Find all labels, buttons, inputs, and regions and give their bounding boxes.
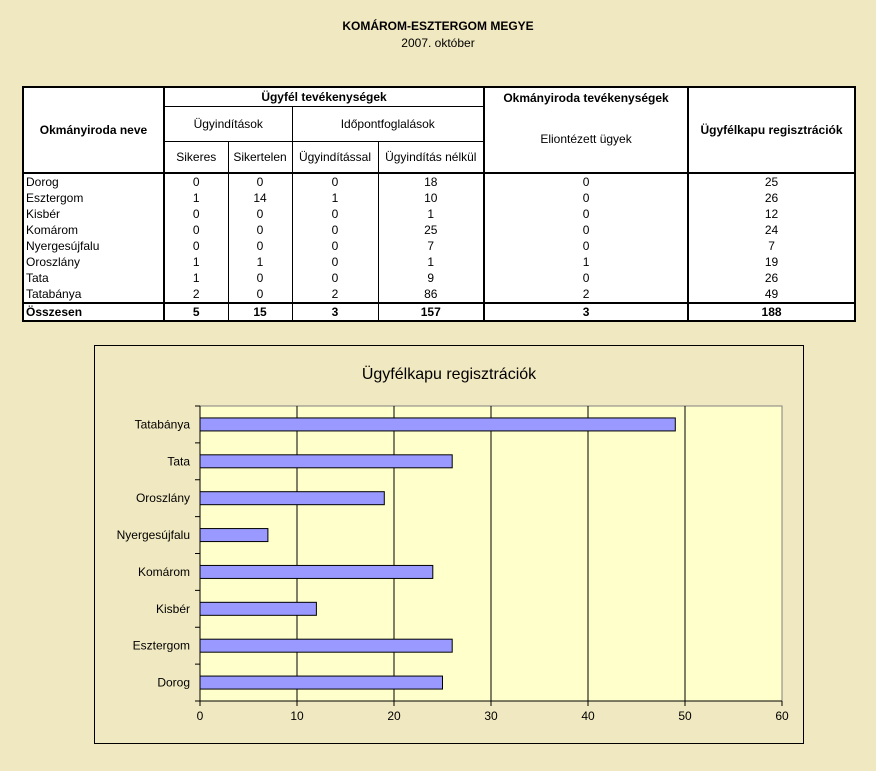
cell-success: 1 <box>164 254 228 270</box>
office-name-cell: Tatabánya <box>23 286 164 303</box>
cell-gateway: 25 <box>688 173 855 190</box>
cell-handled: 0 <box>484 270 688 286</box>
y-tick-label: Tata <box>167 454 190 469</box>
chart-title: Ügyfélkapu regisztrációk <box>361 366 537 383</box>
report-subtitle: 2007. október <box>401 36 475 50</box>
statistics-table <box>22 86 856 322</box>
report-title: KOMÁROM-ESZTERGOM MEGYE <box>342 19 534 33</box>
header-appointments: Időpontfoglalások <box>292 106 484 142</box>
cell-without-case: 25 <box>378 222 484 238</box>
cell-handled: 0 <box>484 190 688 206</box>
header-successful: Sikeres <box>164 142 228 174</box>
y-tick-label: Dorog <box>157 675 190 690</box>
x-tick-label: 60 <box>775 709 789 723</box>
cell-handled: 2 <box>484 286 688 303</box>
header-without-case-start: Ügyindítás nélkül <box>378 142 484 174</box>
x-tick-label: 0 <box>196 709 204 723</box>
total-row <box>23 303 855 321</box>
table-row <box>23 286 855 303</box>
cell-gateway: 7 <box>688 238 855 254</box>
y-tick-label: Oroszlány <box>135 491 190 506</box>
bar <box>200 602 316 615</box>
cell-with-case: 0 <box>292 173 378 190</box>
bar <box>200 492 384 505</box>
bar <box>200 565 433 578</box>
cell-without-case: 10 <box>378 190 484 206</box>
x-tick-label: 40 <box>581 709 595 723</box>
cell-with-case: 0 <box>292 222 378 238</box>
header-client-activities: Ügyfél tevékenységek <box>164 87 484 106</box>
cell-with-case: 3 <box>292 303 378 321</box>
x-tick-label: 10 <box>290 709 304 723</box>
cell-gateway: 24 <box>688 222 855 238</box>
x-tick-label: 50 <box>678 709 692 723</box>
cell-handled: 1 <box>484 254 688 270</box>
office-name-cell: Tata <box>23 270 164 286</box>
header-unsuccessful: Sikertelen <box>228 142 292 174</box>
bar <box>200 529 268 542</box>
cell-success: 0 <box>164 173 228 190</box>
table-row <box>23 270 855 286</box>
cell-with-case: 1 <box>292 190 378 206</box>
cell-handled: 0 <box>484 206 688 222</box>
cell-without-case: 86 <box>378 286 484 303</box>
cell-with-case: 0 <box>292 206 378 222</box>
gateway-registrations-chart <box>95 346 803 743</box>
table-row <box>23 190 855 206</box>
y-tick-label: Komárom <box>137 564 190 579</box>
header-case-starts: Ügyindítások <box>164 106 292 142</box>
cell-success: 1 <box>164 190 228 206</box>
table-row <box>23 238 855 254</box>
y-tick-label: Nyergesújfalu <box>116 528 190 543</box>
cell-fail: 0 <box>228 238 292 254</box>
chart-panel <box>94 345 804 744</box>
office-name-cell: Dorog <box>23 173 164 190</box>
cell-without-case: 18 <box>378 173 484 190</box>
cell-without-case: 157 <box>378 303 484 321</box>
cell-with-case: 0 <box>292 254 378 270</box>
y-tick-label: Kisbér <box>155 601 190 616</box>
bar <box>200 639 452 652</box>
cell-with-case: 0 <box>292 238 378 254</box>
cell-gateway: 26 <box>688 270 855 286</box>
cell-success: 0 <box>164 238 228 254</box>
cell-gateway: 49 <box>688 286 855 303</box>
cell-success: 0 <box>164 222 228 238</box>
cell-fail: 0 <box>228 286 292 303</box>
cell-fail: 15 <box>228 303 292 321</box>
bar <box>200 676 443 689</box>
office-name-cell: Esztergom <box>23 190 164 206</box>
header-handled-cases: Eliontézett ügyek <box>484 106 688 173</box>
cell-fail: 0 <box>228 173 292 190</box>
table-row <box>23 254 855 270</box>
y-tick-label: Esztergom <box>132 638 190 653</box>
cell-fail: 14 <box>228 190 292 206</box>
table-row <box>23 173 855 190</box>
cell-fail: 0 <box>228 222 292 238</box>
office-name-cell: Komárom <box>23 222 164 238</box>
cell-fail: 0 <box>228 270 292 286</box>
cell-success: 1 <box>164 270 228 286</box>
cell-gateway: 26 <box>688 190 855 206</box>
bar <box>200 418 675 431</box>
cell-handled: 3 <box>484 303 688 321</box>
header-gateway-registrations: Ügyfélkapu regisztrációk <box>688 87 855 173</box>
total-label: Összesen <box>23 303 164 321</box>
header-office-name: Okmányiroda neve <box>23 87 164 173</box>
bar <box>200 455 452 468</box>
cell-fail: 1 <box>228 254 292 270</box>
header-with-case-start: Ügyindítással <box>292 142 378 174</box>
cell-handled: 0 <box>484 173 688 190</box>
table-row <box>23 206 855 222</box>
cell-gateway: 19 <box>688 254 855 270</box>
x-tick-label: 30 <box>484 709 498 723</box>
cell-handled: 0 <box>484 238 688 254</box>
cell-success: 5 <box>164 303 228 321</box>
cell-handled: 0 <box>484 222 688 238</box>
cell-fail: 0 <box>228 206 292 222</box>
table-row <box>23 222 855 238</box>
cell-success: 0 <box>164 206 228 222</box>
cell-without-case: 7 <box>378 238 484 254</box>
cell-with-case: 2 <box>292 286 378 303</box>
office-name-cell: Nyergesújfalu <box>23 238 164 254</box>
cell-with-case: 0 <box>292 270 378 286</box>
y-tick-label: Tatabánya <box>134 417 190 432</box>
cell-without-case: 1 <box>378 254 484 270</box>
office-name-cell: Oroszlány <box>23 254 164 270</box>
x-tick-label: 20 <box>387 709 401 723</box>
office-name-cell: Kisbér <box>23 206 164 222</box>
cell-gateway: 12 <box>688 206 855 222</box>
cell-without-case: 1 <box>378 206 484 222</box>
cell-gateway: 188 <box>688 303 855 321</box>
cell-success: 2 <box>164 286 228 303</box>
header-office-activities: Okmányiroda tevékenységek <box>484 87 688 106</box>
cell-without-case: 9 <box>378 270 484 286</box>
